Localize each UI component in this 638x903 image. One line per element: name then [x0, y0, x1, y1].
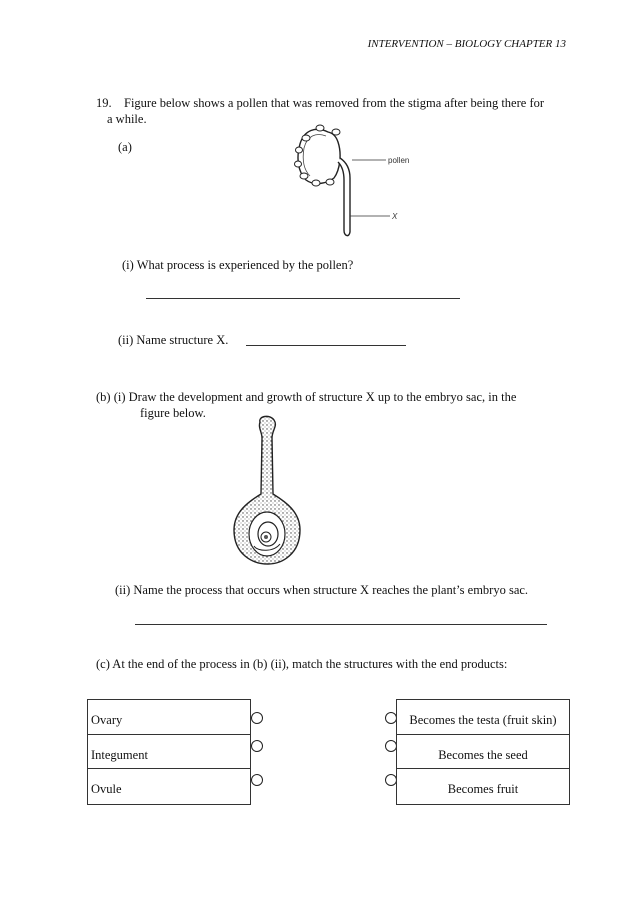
structure-cell[interactable]	[88, 768, 250, 802]
product-cell[interactable]	[397, 700, 569, 733]
ovule-figure	[222, 412, 314, 570]
match-circle-left-integument[interactable]	[251, 740, 263, 752]
product-cell[interactable]	[397, 734, 569, 768]
match-circle-left-ovule[interactable]	[251, 774, 263, 786]
structure-label: Ovule	[91, 782, 122, 796]
part-c-question: (c) At the end of the process in (b) (ii), match the structures with the end products:	[96, 657, 508, 671]
question-intro-line1: Figure below shows a pollen that was removed from the stigma after being there for	[124, 96, 545, 110]
part-b-i-question: (b) (i) Draw the development and growth of structure X up to the embryo sac, in the	[96, 390, 517, 404]
structure-cell[interactable]	[88, 700, 250, 733]
part-a-i-question: (i) What process is experienced by the pollen?	[122, 258, 354, 272]
pollen-label: pollen	[388, 156, 410, 165]
product-label: Becomes the seed	[438, 748, 528, 762]
part-a-ii-question: (ii) Name structure X.	[118, 333, 229, 347]
product-label: Becomes fruit	[447, 782, 519, 796]
match-circle-left-ovary[interactable]	[251, 712, 263, 724]
part-b-i-question-line2: figure below.	[140, 406, 206, 420]
answer-blank-a-i[interactable]	[146, 298, 460, 299]
product-cell[interactable]	[397, 768, 569, 802]
part-a-label: (a)	[118, 140, 132, 154]
pollen-tube	[338, 158, 350, 236]
page-header: INTERVENTION – BIOLOGY CHAPTER 13	[367, 38, 566, 50]
question-number: 19.	[96, 96, 112, 110]
structure-label: Ovary	[91, 713, 123, 727]
part-b-ii-question: (ii) Name the process that occurs when structure X reaches the plant’s embryo sac.	[115, 583, 529, 597]
question-intro-line2: a while.	[107, 112, 147, 126]
pollen-figure	[286, 120, 426, 245]
structure-cell[interactable]	[88, 734, 250, 768]
answer-blank-b-ii[interactable]	[135, 624, 547, 625]
answer-blank-a-ii[interactable]	[246, 345, 406, 346]
structures-box	[87, 699, 251, 805]
products-box	[396, 699, 570, 805]
x-label: X	[392, 212, 398, 221]
structure-label: Integument	[91, 748, 148, 762]
product-label: Becomes the testa (fruit skin)	[409, 713, 557, 727]
